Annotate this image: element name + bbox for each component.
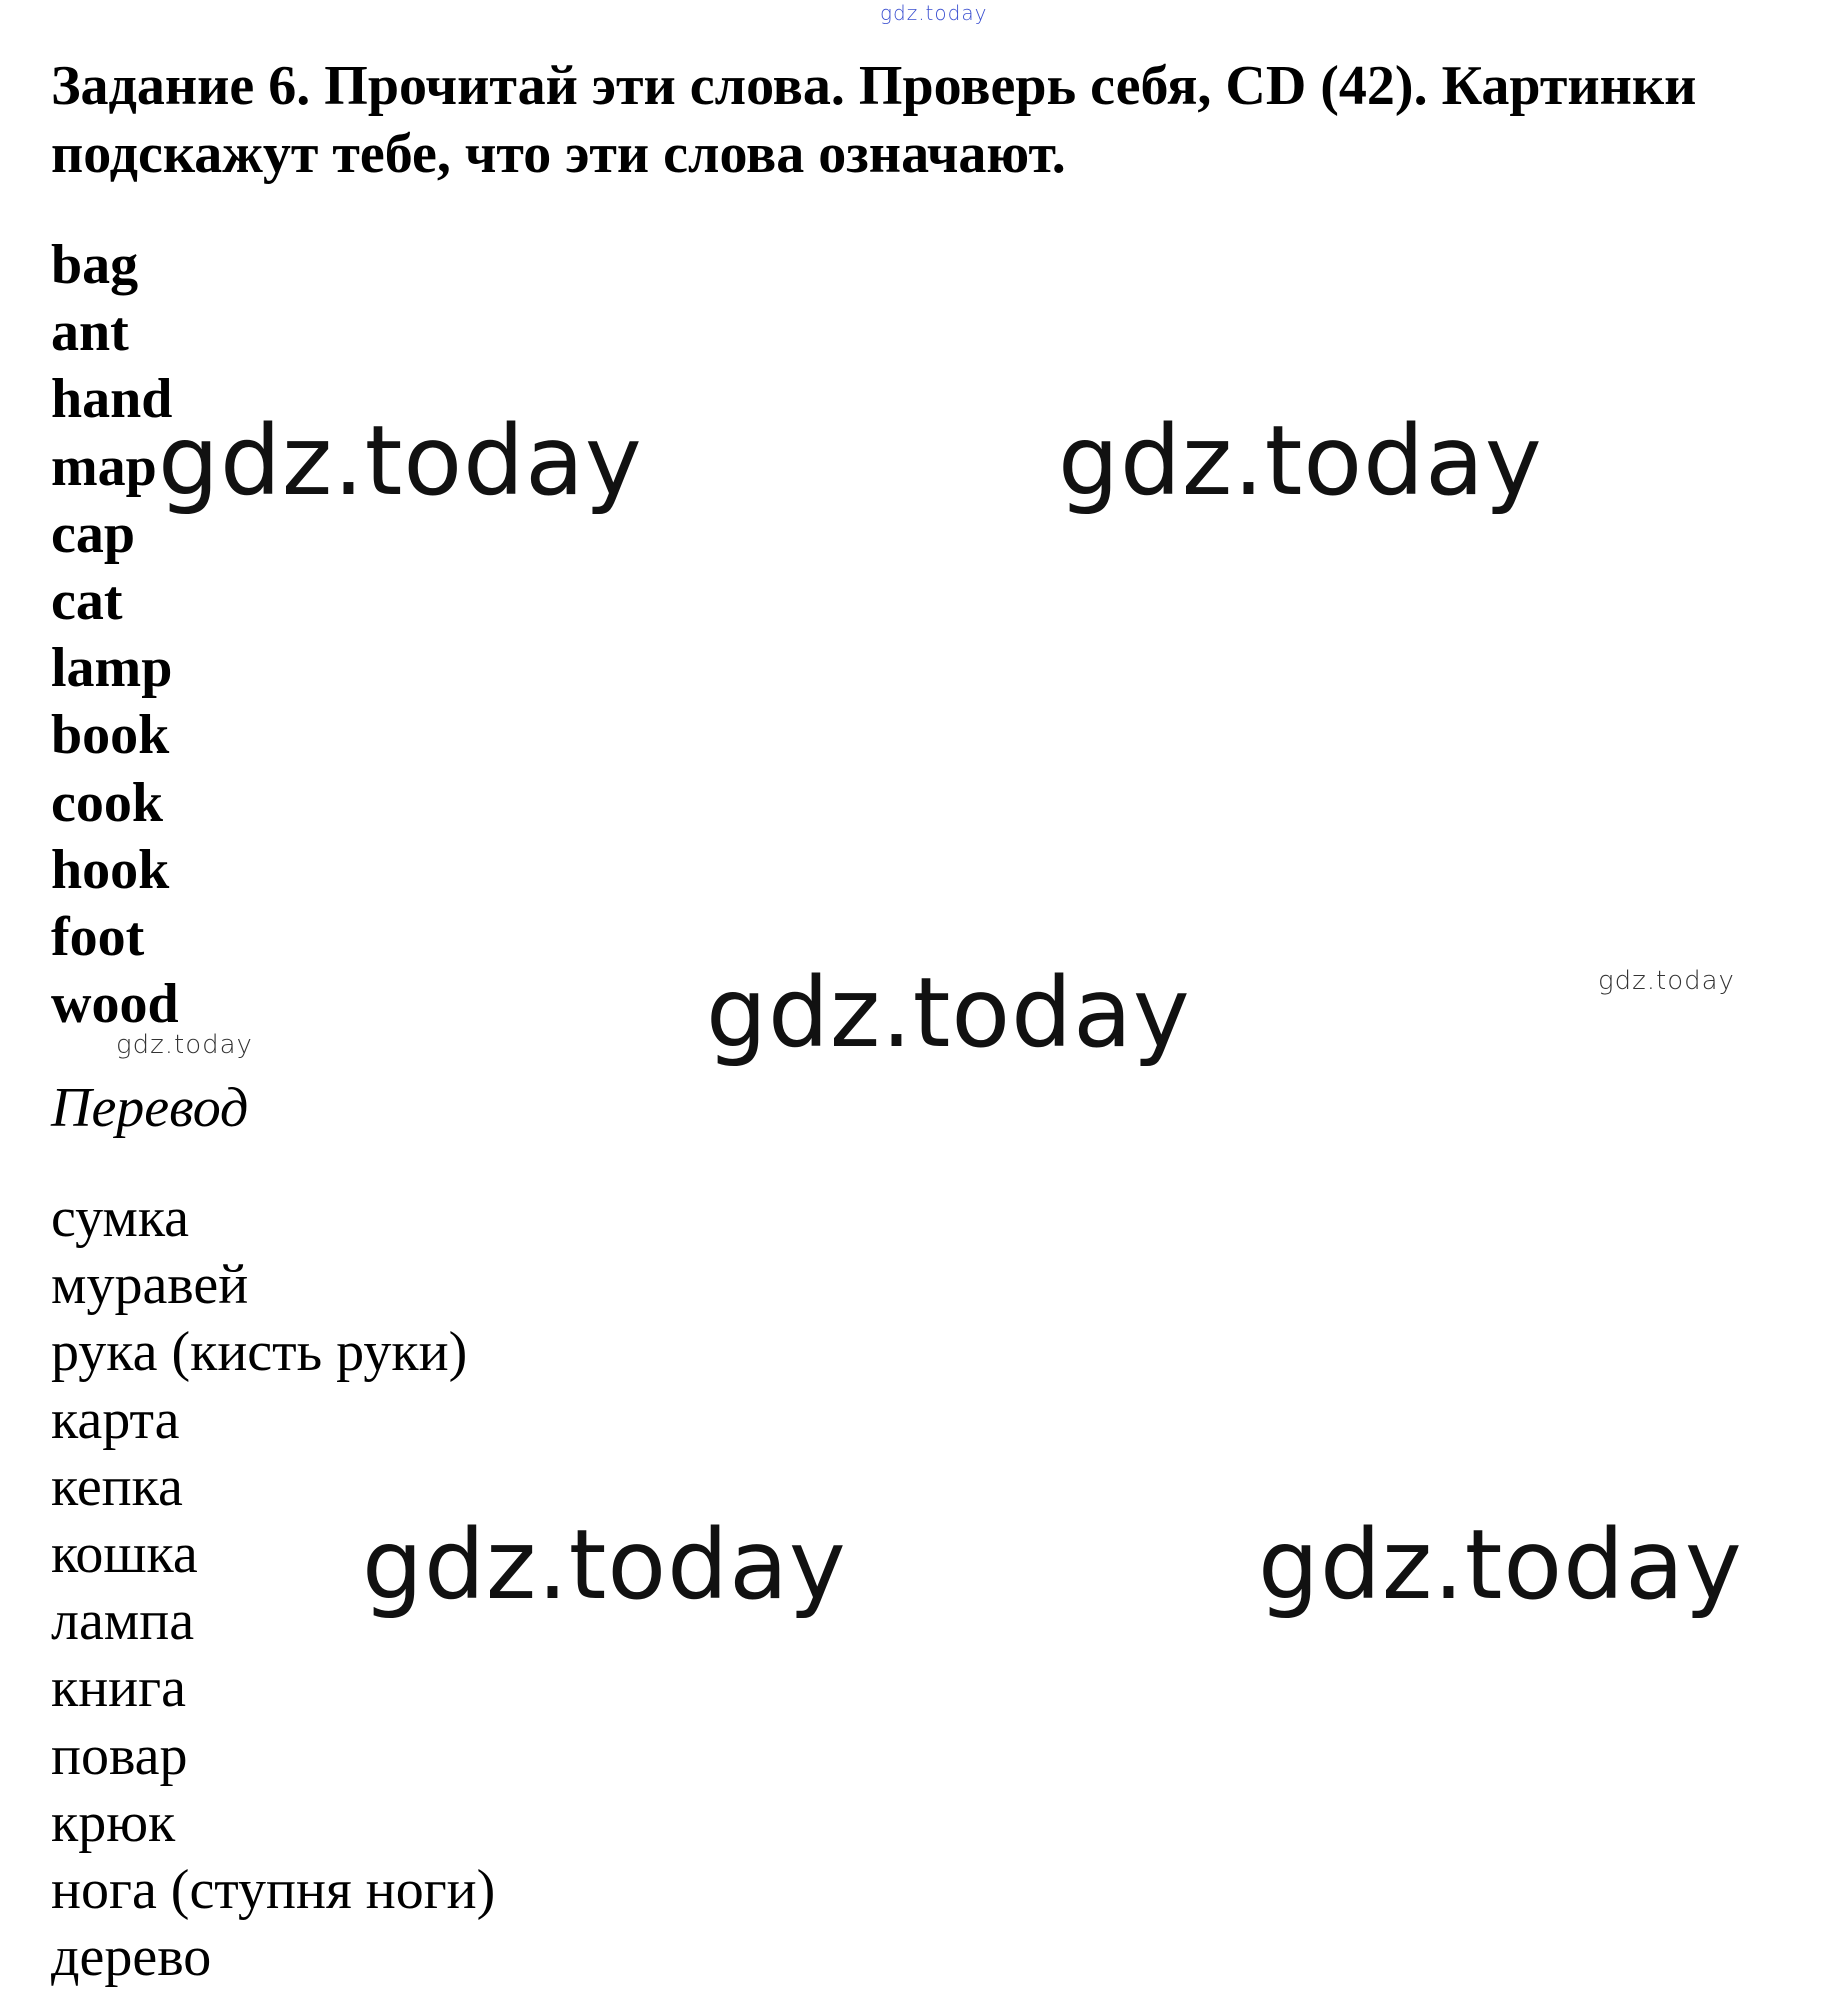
translation-item: дерево — [51, 1926, 212, 1989]
translation-item: книга — [51, 1657, 186, 1720]
word-item: ant — [51, 301, 129, 364]
translation-item: кепка — [51, 1455, 183, 1518]
translation-item: кошка — [51, 1522, 198, 1585]
word-item: map — [51, 435, 157, 498]
word-item: cap — [51, 502, 135, 565]
translation-item: карта — [51, 1388, 180, 1451]
watermark-large: gdz.today — [706, 957, 1191, 1069]
word-item: book — [51, 704, 170, 767]
english-word-list — [51, 232, 179, 1038]
translation-item: повар — [51, 1724, 188, 1787]
translation-item: нога (ступня ноги) — [51, 1858, 496, 1921]
watermark-top: gdz.today — [880, 1, 988, 25]
translation-item: лампа — [51, 1590, 195, 1653]
word-item: cook — [51, 771, 163, 834]
watermark-large: gdz.today — [1058, 405, 1543, 517]
word-item: hand — [51, 368, 173, 431]
watermark-small: gdz.today — [116, 1030, 253, 1060]
word-item: bag — [51, 234, 139, 296]
watermark-large: gdz.today — [1258, 1509, 1743, 1621]
word-item: hook — [51, 838, 170, 901]
word-item: foot — [51, 905, 145, 968]
watermark-small: gdz.today — [1598, 966, 1735, 996]
translation-item: рука (кисть руки) — [51, 1321, 468, 1384]
translation-item: сумка — [51, 1187, 190, 1249]
translation-heading: Перевод — [51, 1077, 249, 1139]
translation-item: муравей — [51, 1254, 249, 1317]
watermark-large: gdz.today — [158, 405, 643, 517]
word-item: wood — [51, 973, 179, 1036]
word-item: lamp — [51, 637, 173, 700]
translation-item: крюк — [51, 1791, 176, 1854]
word-item: cat — [51, 569, 123, 632]
task-title: Задание 6. Прочитай эти слова. Проверь себя, CD (42). Картинки подскажут тебе, что эти слова означают. — [51, 55, 1697, 185]
watermark-large: gdz.today — [362, 1509, 847, 1621]
